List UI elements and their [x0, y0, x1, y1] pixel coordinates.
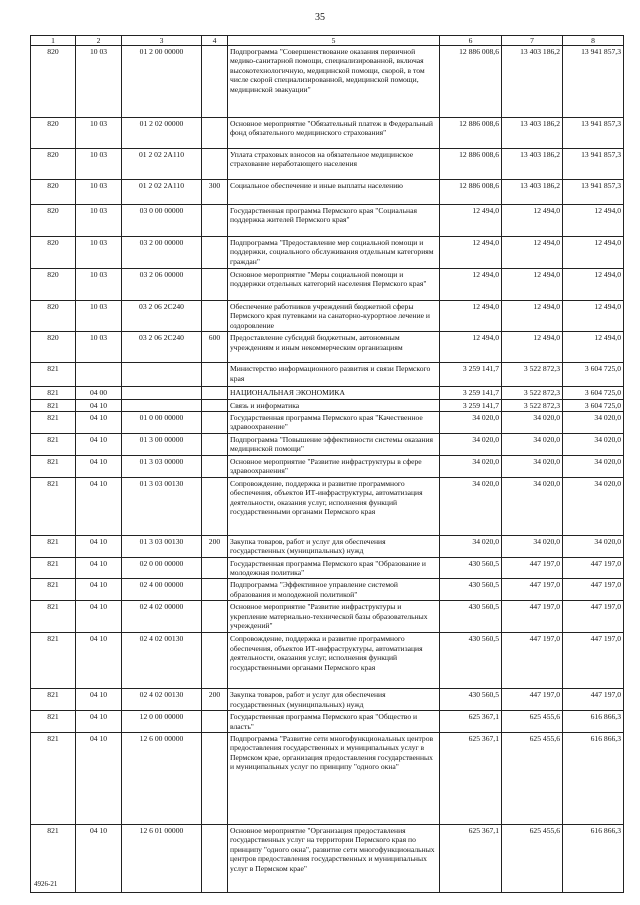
- target-article-cell: 01 0 00 00000: [122, 412, 202, 434]
- section-code-cell: 04 10: [76, 601, 122, 633]
- budget-table: [30, 35, 624, 893]
- section-code-cell: 04 10: [76, 557, 122, 579]
- target-article-cell: 12 6 01 00000: [122, 824, 202, 892]
- amount-2023-cell: 3 522 872,3: [502, 387, 563, 399]
- section-code-cell: 10 03: [76, 237, 122, 269]
- target-article-cell: 01 2 00 00000: [122, 46, 202, 118]
- amount-2024-cell: 447 197,0: [563, 557, 624, 579]
- expense-type-cell: [202, 399, 228, 411]
- column-header: 4: [202, 36, 228, 46]
- table-row: [31, 711, 624, 733]
- amount-2022-cell: 430 560,5: [440, 633, 502, 689]
- table-row: [31, 579, 624, 601]
- expense-type-cell: [202, 601, 228, 633]
- section-code-cell: 04 10: [76, 433, 122, 455]
- amount-2023-cell: 447 197,0: [502, 633, 563, 689]
- header-row: [31, 36, 624, 46]
- amount-2023-cell: 13 403 186,2: [502, 46, 563, 118]
- target-article-cell: 03 2 06 2С240: [122, 301, 202, 332]
- admin-code-cell: 821: [31, 711, 76, 733]
- column-header: 3: [122, 36, 202, 46]
- amount-2022-cell: 3 259 141,7: [440, 387, 502, 399]
- admin-code-cell: 821: [31, 689, 76, 711]
- target-article-cell: [122, 399, 202, 411]
- expense-type-cell: [202, 455, 228, 477]
- description-cell: Подпрограмма "Совершенствование оказания первичной медико-санитарной помощи, специализированной, включая высокотехнологичную, медицинской помощи, скорой, в том числе скорой специализированной, медицинской помощи, медицинской эвакуации": [228, 46, 440, 118]
- amount-2023-cell: 12 494,0: [502, 269, 563, 301]
- amount-2023-cell: 12 494,0: [502, 301, 563, 332]
- amount-2022-cell: 34 020,0: [440, 433, 502, 455]
- admin-code-cell: 820: [31, 269, 76, 301]
- target-article-cell: 02 4 00 00000: [122, 579, 202, 601]
- expense-type-cell: [202, 301, 228, 332]
- amount-2023-cell: 34 020,0: [502, 477, 563, 535]
- expense-type-cell: 200: [202, 535, 228, 557]
- description-cell: Подпрограмма "Эффективное управление системой образования и молодежной политикой": [228, 579, 440, 601]
- amount-2024-cell: 12 494,0: [563, 237, 624, 269]
- amount-2023-cell: 3 522 872,3: [502, 363, 563, 387]
- admin-code-cell: 821: [31, 455, 76, 477]
- admin-code-cell: 820: [31, 237, 76, 269]
- amount-2023-cell: 447 197,0: [502, 601, 563, 633]
- amount-2024-cell: 616 866,3: [563, 711, 624, 733]
- amount-2024-cell: 34 020,0: [563, 433, 624, 455]
- description-cell: Закупка товаров, работ и услуг для обеспечения государственных (муниципальных) нужд: [228, 689, 440, 711]
- table-row: [31, 535, 624, 557]
- section-code-cell: 10 03: [76, 205, 122, 237]
- admin-code-cell: 820: [31, 46, 76, 118]
- table-row: [31, 332, 624, 363]
- expense-type-cell: [202, 732, 228, 824]
- section-code-cell: [76, 363, 122, 387]
- amount-2023-cell: 12 494,0: [502, 332, 563, 363]
- table-row: [31, 824, 624, 892]
- target-article-cell: 02 4 02 00130: [122, 633, 202, 689]
- admin-code-cell: 821: [31, 557, 76, 579]
- description-cell: Государственная программа Пермского края "Качественное здравоохранение": [228, 412, 440, 434]
- footer-code: 4926-21: [34, 880, 58, 888]
- expense-type-cell: [202, 46, 228, 118]
- expense-type-cell: [202, 412, 228, 434]
- admin-code-cell: 821: [31, 633, 76, 689]
- amount-2024-cell: 3 604 725,0: [563, 399, 624, 411]
- section-code-cell: 04 10: [76, 689, 122, 711]
- expense-type-cell: [202, 824, 228, 892]
- description-cell: Основное мероприятие "Меры социальной помощи и поддержки отдельных категорий населения Пермского края": [228, 269, 440, 301]
- table-row: [31, 301, 624, 332]
- admin-code-cell: 821: [31, 732, 76, 824]
- column-header: 1: [31, 36, 76, 46]
- admin-code-cell: 820: [31, 205, 76, 237]
- table-row: [31, 387, 624, 399]
- page-number: 35: [315, 12, 325, 23]
- description-cell: Основное мероприятие "Обязательный платеж в Федеральный фонд обязательного медицинского страхования": [228, 118, 440, 149]
- amount-2022-cell: 12 494,0: [440, 205, 502, 237]
- target-article-cell: 03 2 06 2С240: [122, 332, 202, 363]
- amount-2023-cell: 13 403 186,2: [502, 118, 563, 149]
- table-row: [31, 601, 624, 633]
- target-article-cell: 03 2 00 00000: [122, 237, 202, 269]
- amount-2023-cell: 625 455,6: [502, 824, 563, 892]
- column-header: 7: [502, 36, 563, 46]
- expense-type-cell: [202, 149, 228, 180]
- expense-type-cell: [202, 363, 228, 387]
- expense-type-cell: [202, 118, 228, 149]
- expense-type-cell: [202, 633, 228, 689]
- expense-type-cell: [202, 579, 228, 601]
- amount-2024-cell: 12 494,0: [563, 301, 624, 332]
- admin-code-cell: 820: [31, 301, 76, 332]
- description-cell: Государственная программа Пермского края "Образование и молодежная политика": [228, 557, 440, 579]
- column-header: 6: [440, 36, 502, 46]
- amount-2022-cell: 12 494,0: [440, 237, 502, 269]
- table-row: [31, 633, 624, 689]
- target-article-cell: 01 2 02 2А110: [122, 180, 202, 205]
- target-article-cell: 01 3 03 00000: [122, 455, 202, 477]
- expense-type-cell: [202, 205, 228, 237]
- description-cell: Министерство информационного развития и связи Пермского края: [228, 363, 440, 387]
- expense-type-cell: [202, 387, 228, 399]
- section-code-cell: 04 10: [76, 824, 122, 892]
- amount-2022-cell: 34 020,0: [440, 455, 502, 477]
- description-cell: Обеспечение работников учреждений бюджетной сферы Пермского края путевками на санаторно-курортное лечение и оздоровление: [228, 301, 440, 332]
- table-row: [31, 557, 624, 579]
- description-cell: Социальное обеспечение и иные выплаты населению: [228, 180, 440, 205]
- table-row: [31, 205, 624, 237]
- target-article-cell: 01 3 03 00130: [122, 477, 202, 535]
- section-code-cell: 04 10: [76, 633, 122, 689]
- expense-type-cell: [202, 237, 228, 269]
- description-cell: Сопровождение, поддержка и развитие программного обеспечения, объектов ИТ-инфраструктуры, автоматизация деятельности, оказания услуг, исполнения функций государственными органами Пермского края: [228, 633, 440, 689]
- description-cell: Связь и информатика: [228, 399, 440, 411]
- section-code-cell: 04 10: [76, 412, 122, 434]
- section-code-cell: 10 03: [76, 301, 122, 332]
- amount-2023-cell: 447 197,0: [502, 689, 563, 711]
- table-row: [31, 149, 624, 180]
- section-code-cell: 04 10: [76, 477, 122, 535]
- amount-2023-cell: 625 455,6: [502, 732, 563, 824]
- admin-code-cell: 821: [31, 601, 76, 633]
- expense-type-cell: [202, 269, 228, 301]
- amount-2023-cell: 447 197,0: [502, 579, 563, 601]
- expense-type-cell: [202, 477, 228, 535]
- target-article-cell: 03 2 06 00000: [122, 269, 202, 301]
- amount-2024-cell: 447 197,0: [563, 689, 624, 711]
- description-cell: Государственная программа Пермского края "Общество и власть": [228, 711, 440, 733]
- section-code-cell: 10 03: [76, 269, 122, 301]
- table-row: [31, 269, 624, 301]
- section-code-cell: 04 00: [76, 387, 122, 399]
- amount-2023-cell: 34 020,0: [502, 535, 563, 557]
- expense-type-cell: [202, 433, 228, 455]
- section-code-cell: 10 03: [76, 180, 122, 205]
- description-cell: Подпрограмма "Предоставление мер социальной помощи и поддержки, социального обслуживания отдельным категориям граждан": [228, 237, 440, 269]
- target-article-cell: 12 6 00 00000: [122, 732, 202, 824]
- admin-code-cell: 821: [31, 579, 76, 601]
- description-cell: Основное мероприятие "Развитие инфраструктуры в сфере здравоохранения": [228, 455, 440, 477]
- amount-2022-cell: 430 560,5: [440, 557, 502, 579]
- table-row: [31, 118, 624, 149]
- table-row: [31, 433, 624, 455]
- amount-2024-cell: 3 604 725,0: [563, 387, 624, 399]
- description-cell: Предоставление субсидий бюджетным, автономным учреждениям и иным некоммерческим организациям: [228, 332, 440, 363]
- admin-code-cell: 820: [31, 180, 76, 205]
- amount-2024-cell: 13 941 857,3: [563, 180, 624, 205]
- description-cell: Закупка товаров, работ и услуг для обеспечения государственных (муниципальных) нужд: [228, 535, 440, 557]
- amount-2022-cell: 12 886 008,6: [440, 180, 502, 205]
- expense-type-cell: 600: [202, 332, 228, 363]
- target-article-cell: [122, 363, 202, 387]
- table-row: [31, 689, 624, 711]
- table-row: [31, 399, 624, 411]
- amount-2024-cell: 34 020,0: [563, 412, 624, 434]
- amount-2024-cell: 13 941 857,3: [563, 46, 624, 118]
- description-cell: Сопровождение, поддержка и развитие программного обеспечения, объектов ИТ-инфраструктуры, автоматизация деятельности, оказания услуг, исполнения функций государственными органами Пермского края: [228, 477, 440, 535]
- amount-2022-cell: 625 367,1: [440, 824, 502, 892]
- description-cell: Основное мероприятие "Развитие инфраструктуры и укрепление материально-технической базы образовательных учреждений": [228, 601, 440, 633]
- target-article-cell: 01 2 02 00000: [122, 118, 202, 149]
- admin-code-cell: 821: [31, 387, 76, 399]
- section-code-cell: 04 10: [76, 579, 122, 601]
- amount-2022-cell: 430 560,5: [440, 601, 502, 633]
- amount-2024-cell: 447 197,0: [563, 579, 624, 601]
- amount-2023-cell: 13 403 186,2: [502, 149, 563, 180]
- amount-2024-cell: 12 494,0: [563, 332, 624, 363]
- amount-2022-cell: 625 367,1: [440, 711, 502, 733]
- amount-2024-cell: 616 866,3: [563, 824, 624, 892]
- target-article-cell: 03 0 00 00000: [122, 205, 202, 237]
- description-cell: Государственная программа Пермского края "Социальная поддержка жителей Пермского края": [228, 205, 440, 237]
- amount-2022-cell: 430 560,5: [440, 579, 502, 601]
- target-article-cell: 12 0 00 00000: [122, 711, 202, 733]
- amount-2024-cell: 616 866,3: [563, 732, 624, 824]
- admin-code-cell: 821: [31, 477, 76, 535]
- amount-2024-cell: 13 941 857,3: [563, 149, 624, 180]
- amount-2023-cell: 12 494,0: [502, 237, 563, 269]
- amount-2024-cell: 447 197,0: [563, 633, 624, 689]
- amount-2023-cell: 34 020,0: [502, 455, 563, 477]
- amount-2022-cell: 12 494,0: [440, 269, 502, 301]
- target-article-cell: 02 4 02 00000: [122, 601, 202, 633]
- admin-code-cell: 821: [31, 363, 76, 387]
- amount-2022-cell: 3 259 141,7: [440, 399, 502, 411]
- amount-2022-cell: 34 020,0: [440, 477, 502, 535]
- amount-2022-cell: 3 259 141,7: [440, 363, 502, 387]
- amount-2022-cell: 34 020,0: [440, 412, 502, 434]
- target-article-cell: 01 3 03 00130: [122, 535, 202, 557]
- section-code-cell: 10 03: [76, 118, 122, 149]
- description-cell: Основное мероприятие "Организация предоставления государственных услуг на территории Пермского края по принципу "одного окна", развитие сети многофункциональных центров предоставления государственных и муниципальных услуг в Пермском крае": [228, 824, 440, 892]
- amount-2024-cell: 34 020,0: [563, 535, 624, 557]
- amount-2024-cell: 447 197,0: [563, 601, 624, 633]
- amount-2023-cell: 447 197,0: [502, 557, 563, 579]
- amount-2022-cell: 625 367,1: [440, 732, 502, 824]
- description-cell: НАЦИОНАЛЬНАЯ ЭКОНОМИКА: [228, 387, 440, 399]
- amount-2023-cell: 34 020,0: [502, 433, 563, 455]
- expense-type-cell: [202, 711, 228, 733]
- amount-2024-cell: 34 020,0: [563, 455, 624, 477]
- amount-2023-cell: 3 522 872,3: [502, 399, 563, 411]
- table-row: [31, 477, 624, 535]
- amount-2024-cell: 13 941 857,3: [563, 118, 624, 149]
- table-body: [31, 46, 624, 893]
- section-code-cell: 10 03: [76, 332, 122, 363]
- table-row: [31, 455, 624, 477]
- amount-2024-cell: 3 604 725,0: [563, 363, 624, 387]
- admin-code-cell: 821: [31, 433, 76, 455]
- table-row: [31, 363, 624, 387]
- amount-2022-cell: 12 494,0: [440, 332, 502, 363]
- table-row: [31, 46, 624, 118]
- section-code-cell: 10 03: [76, 149, 122, 180]
- admin-code-cell: 820: [31, 332, 76, 363]
- table-row: [31, 237, 624, 269]
- section-code-cell: 04 10: [76, 535, 122, 557]
- admin-code-cell: 821: [31, 412, 76, 434]
- amount-2024-cell: 12 494,0: [563, 269, 624, 301]
- expense-type-cell: 300: [202, 180, 228, 205]
- section-code-cell: 10 03: [76, 46, 122, 118]
- description-cell: Уплата страховых взносов на обязательное медицинское страхование неработающего населения: [228, 149, 440, 180]
- target-article-cell: 01 2 02 2А110: [122, 149, 202, 180]
- admin-code-cell: 820: [31, 149, 76, 180]
- expense-type-cell: 200: [202, 689, 228, 711]
- section-code-cell: 04 10: [76, 455, 122, 477]
- section-code-cell: 04 10: [76, 399, 122, 411]
- table-row: [31, 412, 624, 434]
- column-header: 5: [228, 36, 440, 46]
- amount-2022-cell: 12 886 008,6: [440, 118, 502, 149]
- amount-2022-cell: 430 560,5: [440, 689, 502, 711]
- expense-type-cell: [202, 557, 228, 579]
- section-code-cell: 04 10: [76, 732, 122, 824]
- amount-2022-cell: 12 494,0: [440, 301, 502, 332]
- column-header: 2: [76, 36, 122, 46]
- admin-code-cell: 821: [31, 535, 76, 557]
- amount-2024-cell: 34 020,0: [563, 477, 624, 535]
- target-article-cell: 02 4 02 00130: [122, 689, 202, 711]
- amount-2022-cell: 34 020,0: [440, 535, 502, 557]
- admin-code-cell: 820: [31, 118, 76, 149]
- amount-2023-cell: 34 020,0: [502, 412, 563, 434]
- amount-2023-cell: 12 494,0: [502, 205, 563, 237]
- description-cell: Подпрограмма "Развитие сети многофункциональных центров предоставления государственных и муниципальных услуг в Пермском крае, организация предоставления государственных и муниципальных услуг по принципу "одного окна": [228, 732, 440, 824]
- table-row: [31, 732, 624, 824]
- description-cell: Подпрограмма "Повышение эффективности системы оказания медицинской помощи": [228, 433, 440, 455]
- target-article-cell: 01 3 00 00000: [122, 433, 202, 455]
- table-row: [31, 180, 624, 205]
- amount-2022-cell: 12 886 008,6: [440, 149, 502, 180]
- section-code-cell: 04 10: [76, 711, 122, 733]
- target-article-cell: [122, 387, 202, 399]
- amount-2023-cell: 625 455,6: [502, 711, 563, 733]
- target-article-cell: 02 0 00 00000: [122, 557, 202, 579]
- admin-code-cell: 821: [31, 824, 76, 892]
- column-header: 8: [563, 36, 624, 46]
- amount-2024-cell: 12 494,0: [563, 205, 624, 237]
- amount-2022-cell: 12 886 008,6: [440, 46, 502, 118]
- amount-2023-cell: 13 403 186,2: [502, 180, 563, 205]
- admin-code-cell: 821: [31, 399, 76, 411]
